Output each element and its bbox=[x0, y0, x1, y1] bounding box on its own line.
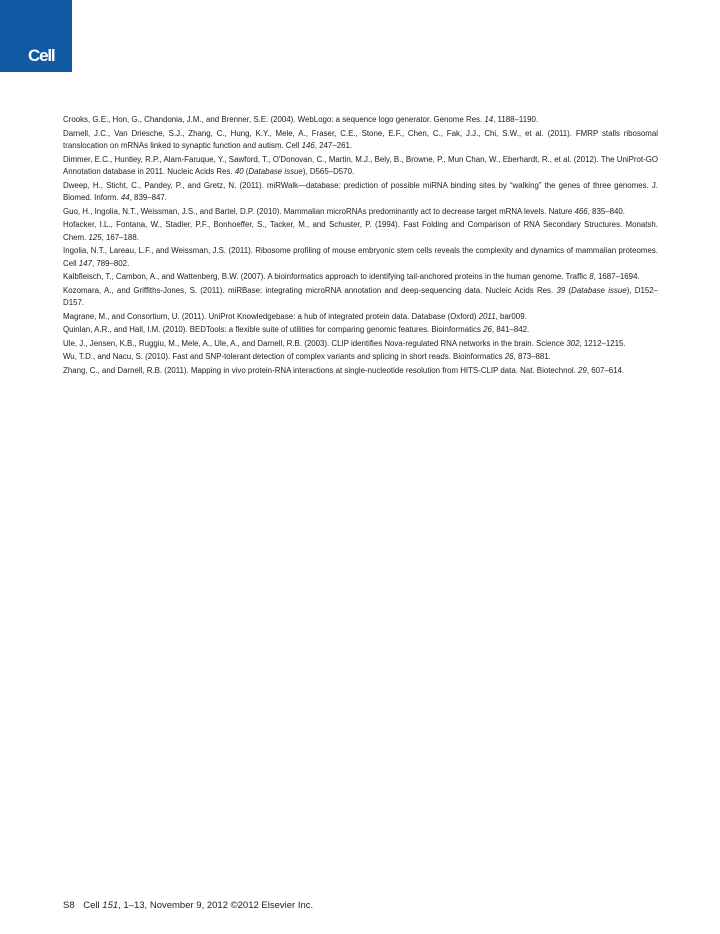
reference-text: , 607–614. bbox=[586, 365, 625, 375]
reference-italic: 26 bbox=[504, 352, 514, 361]
reference-text: ( bbox=[243, 167, 249, 176]
reference-entry bbox=[63, 351, 658, 364]
reference-italic: 147 bbox=[78, 258, 92, 268]
reference-entry bbox=[63, 365, 658, 378]
reference-italic: 14 bbox=[484, 115, 494, 124]
reference-entry bbox=[63, 219, 658, 244]
reference-text: Magrane, M., and Consortium, U. (2011). UniProt Knowledgebase: a hub of integrated protein data. Database (Oxford) bbox=[63, 311, 479, 321]
reference-text: , 247–261. bbox=[314, 141, 353, 150]
reference-text: Dimmer, E.C., Huntley, R.P., Alam-Faruque, Y., Sawford, T., O'Donovan, C., Martin, M.J., Bely, B., Browne, P., Mun Chan, W., Eberhardt, R., et al. (2012). The UniProt-GO Annotation database in 2011. Nucleic Acids Res. bbox=[63, 154, 658, 176]
reference-entry bbox=[63, 154, 658, 179]
reference-italic: 39 bbox=[556, 285, 566, 295]
reference-text: , 1212–1215. bbox=[579, 338, 626, 348]
reference-entry bbox=[63, 338, 658, 351]
reference-italic: 125 bbox=[88, 232, 102, 242]
reference-italic: 40 bbox=[234, 167, 244, 176]
reference-entry bbox=[63, 271, 658, 284]
reference-italic: 302 bbox=[566, 338, 580, 348]
reference-text: Hofacker, I.L., Fontana, W., Stadler, P.F., Bonhoeffer, S., Tacker, M., and Schuster, P. (1994). Fast Folding and Comparison of RNA Secondary Structures. Monatsh. Chem. bbox=[63, 220, 658, 242]
reference-text: , 167–188. bbox=[101, 232, 139, 242]
reference-italic: 2011 bbox=[478, 311, 496, 321]
reference-entry bbox=[63, 114, 658, 127]
reference-text: ), D565–D570. bbox=[302, 167, 355, 176]
reference-text: ( bbox=[565, 285, 572, 295]
page-footer bbox=[63, 900, 313, 911]
footer-journal: Cell bbox=[83, 900, 103, 911]
reference-entry bbox=[63, 180, 658, 205]
reference-italic: 8 bbox=[589, 272, 594, 281]
references-list bbox=[63, 114, 658, 378]
reference-entry bbox=[63, 311, 658, 324]
reference-text: Kalbfleisch, T., Cambon, A., and Wattenberg, B.W. (2007). A bioinformatics approach to identifying tail-anchored proteins in the human genome. Traffic bbox=[63, 272, 590, 281]
reference-text: , 873–881. bbox=[513, 352, 551, 361]
reference-italic: 29 bbox=[578, 365, 587, 375]
reference-text: Ingolia, N.T., Lareau, L.F., and Weissman, J.S. (2011). Ribosome profiling of mouse embryonic stem cells reveals the complexity and dynamics of mammalian proteomes. Cell bbox=[63, 246, 658, 268]
reference-text: , 841–842. bbox=[491, 325, 530, 334]
reference-italic: 146 bbox=[301, 141, 315, 150]
reference-text: Wu, T.D., and Nacu, S. (2010). Fast and SNP-tolerant detection of complex variants and splicing in short reads. Bioinformatics bbox=[63, 352, 505, 361]
reference-italic: Database issue bbox=[248, 167, 303, 176]
reference-entry bbox=[63, 245, 658, 270]
reference-italic: 26 bbox=[483, 325, 492, 334]
reference-text: Quinlan, A.R., and Hall, I.M. (2010). BEDTools: a flexible suite of utilities for comparing genomic features. Bioinformatics bbox=[63, 325, 484, 334]
reference-text: , 839–847. bbox=[129, 193, 167, 202]
reference-italic: 466 bbox=[574, 206, 588, 216]
reference-text: , 1188–1190. bbox=[493, 115, 539, 124]
reference-italic: Database issue bbox=[571, 285, 627, 295]
footer-volume: 151 bbox=[102, 900, 119, 911]
reference-entry bbox=[63, 128, 658, 153]
reference-text: , 789–802. bbox=[91, 258, 130, 268]
reference-text: Ule, J., Jensen, K.B., Ruggiu, M., Mele, A., Ule, A., and Darnell, R.B. (2003). CLIP identifies Nova-regulated RNA networks in the brain. Science bbox=[63, 338, 567, 348]
journal-logo bbox=[0, 0, 72, 72]
reference-text: Crooks, G.E., Hon, G., Chandonia, J.M., and Brenner, S.E. (2004). WebLogo: a sequence logo generator. Genome Res. bbox=[63, 115, 485, 124]
reference-entry bbox=[63, 285, 658, 310]
reference-text: Guo, H., Ingolia, N.T., Weissman, J.S., and Bartel, D.P. (2010). Mammalian microRNAs predominantly act to decrease target mRNA levels. Nature bbox=[63, 206, 575, 216]
page-number: S8 bbox=[63, 900, 75, 911]
reference-italic: 44 bbox=[120, 193, 130, 202]
reference-text: ), D152–D157. bbox=[63, 285, 658, 307]
reference-text: , 1687–1694. bbox=[593, 272, 640, 281]
reference-text: Darnell, J.C., Van Driesche, S.J., Zhang, C., Hung, K.Y., Mele, A., Fraser, C.E., Stone, E.F., Chen, C., Fak, J.J., Chi, S.W., et al. (2011). FMRP stalls ribosomal translocation on mRNAs linked to synaptic function and autism. Cell bbox=[63, 128, 658, 150]
reference-entry bbox=[63, 206, 658, 219]
reference-text: Dweep, H., Sticht, C., Pandey, P., and Gretz, N. (2011). miRWalk—database: prediction of possible miRNA binding sites by “walking” the genes of three genomes. J. Biomed. Inform. bbox=[63, 180, 658, 202]
reference-text: , 835–840. bbox=[587, 206, 625, 216]
reference-text: Zhang, C., and Darnell, R.B. (2011). Mapping in vivo protein-RNA interactions at single-nucleotide resolution from HITS-CLIP data. Nat. Biotechnol. bbox=[63, 365, 579, 375]
journal-logo-text: Cell bbox=[28, 46, 55, 65]
reference-entry bbox=[63, 324, 658, 337]
footer-citation: , 1–13, November 9, 2012 ©2012 Elsevier Inc. bbox=[118, 900, 314, 911]
reference-text: , bar009. bbox=[495, 311, 527, 321]
reference-text: Kozomara, A., and Griffiths-Jones, S. (2011). miRBase: integrating microRNA annotation and deep-sequencing data. Nucleic Acids Res. bbox=[63, 285, 557, 295]
